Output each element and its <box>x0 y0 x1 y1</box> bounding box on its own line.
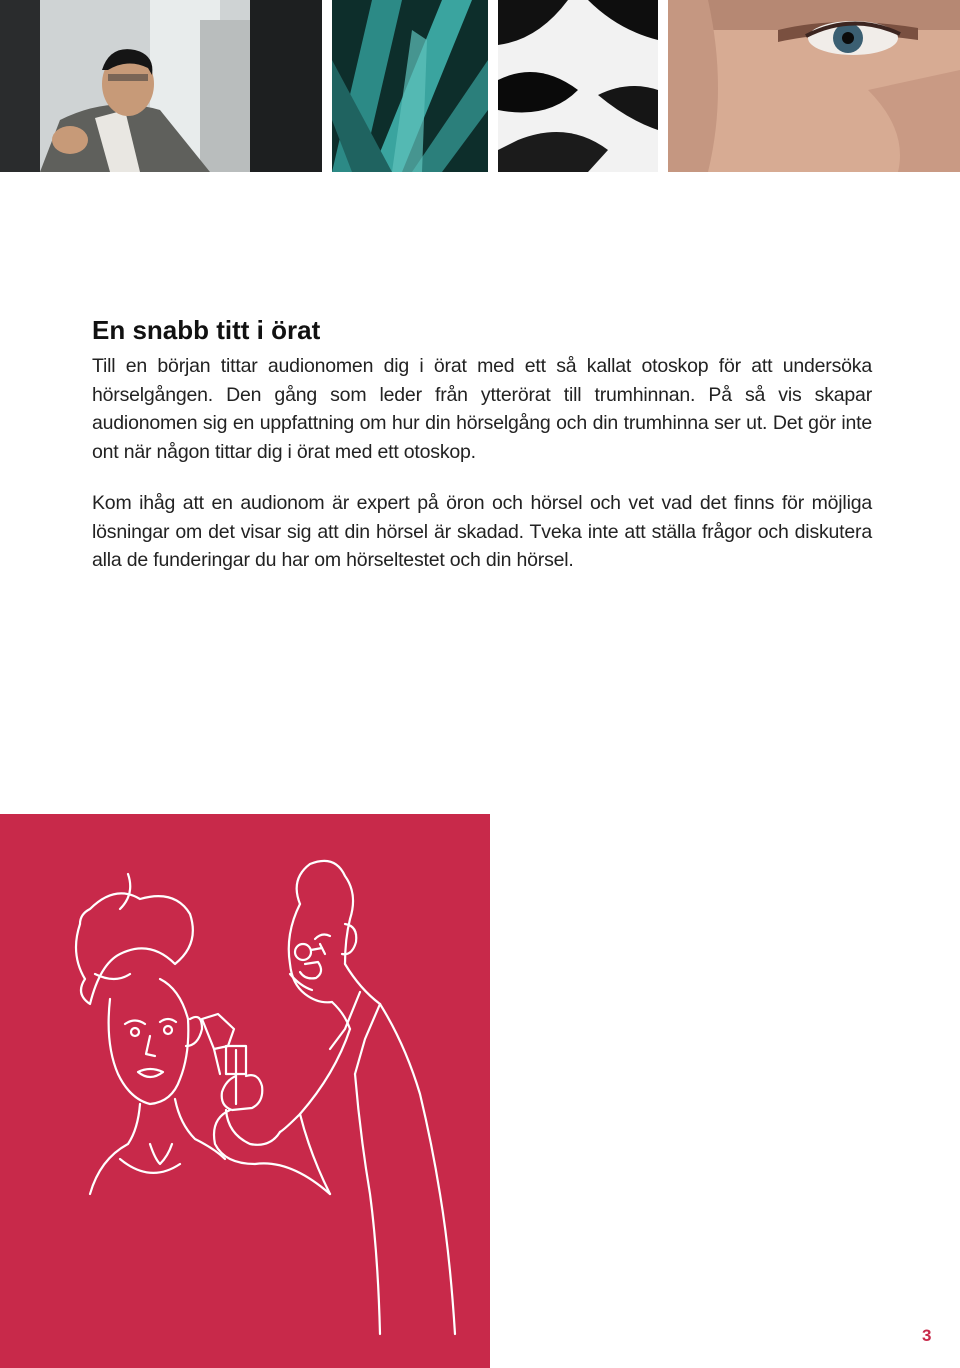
audiologist-otoscope-illustration <box>0 814 490 1368</box>
bw-face-photo <box>498 0 658 172</box>
paragraph-audionom-expert: Kom ihåg att en audionom är expert på öron och hörsel och vet vad det finns för möjliga lösningar om det visar sig att din hörsel är skadad. Tveka inte att ställa frågor och diskutera alla de funderingar du har om hörseltestet och din hörsel. <box>92 492 872 571</box>
agave-plant-photo <box>332 0 488 172</box>
photo-strip <box>0 0 960 172</box>
illustration-panel <box>0 814 490 1368</box>
eye-closeup-photo <box>668 0 960 172</box>
page-number: 3 <box>922 1326 932 1345</box>
paragraph-otoscope: Till en början tittar audionomen dig i örat med ett så kallat otoskop för att undersöka hörselgången. Den gång som leder från ytterörat till trumhinnan. På så vis skapar audionomen sig en uppfattning om hur din hörselgång och din trumhinna ser ut. Det gör inte ont när någon tittar dig i örat med ett otoskop. <box>92 355 872 463</box>
businessman-photo <box>0 0 322 172</box>
page-title: En snabb titt i örat <box>92 315 321 345</box>
